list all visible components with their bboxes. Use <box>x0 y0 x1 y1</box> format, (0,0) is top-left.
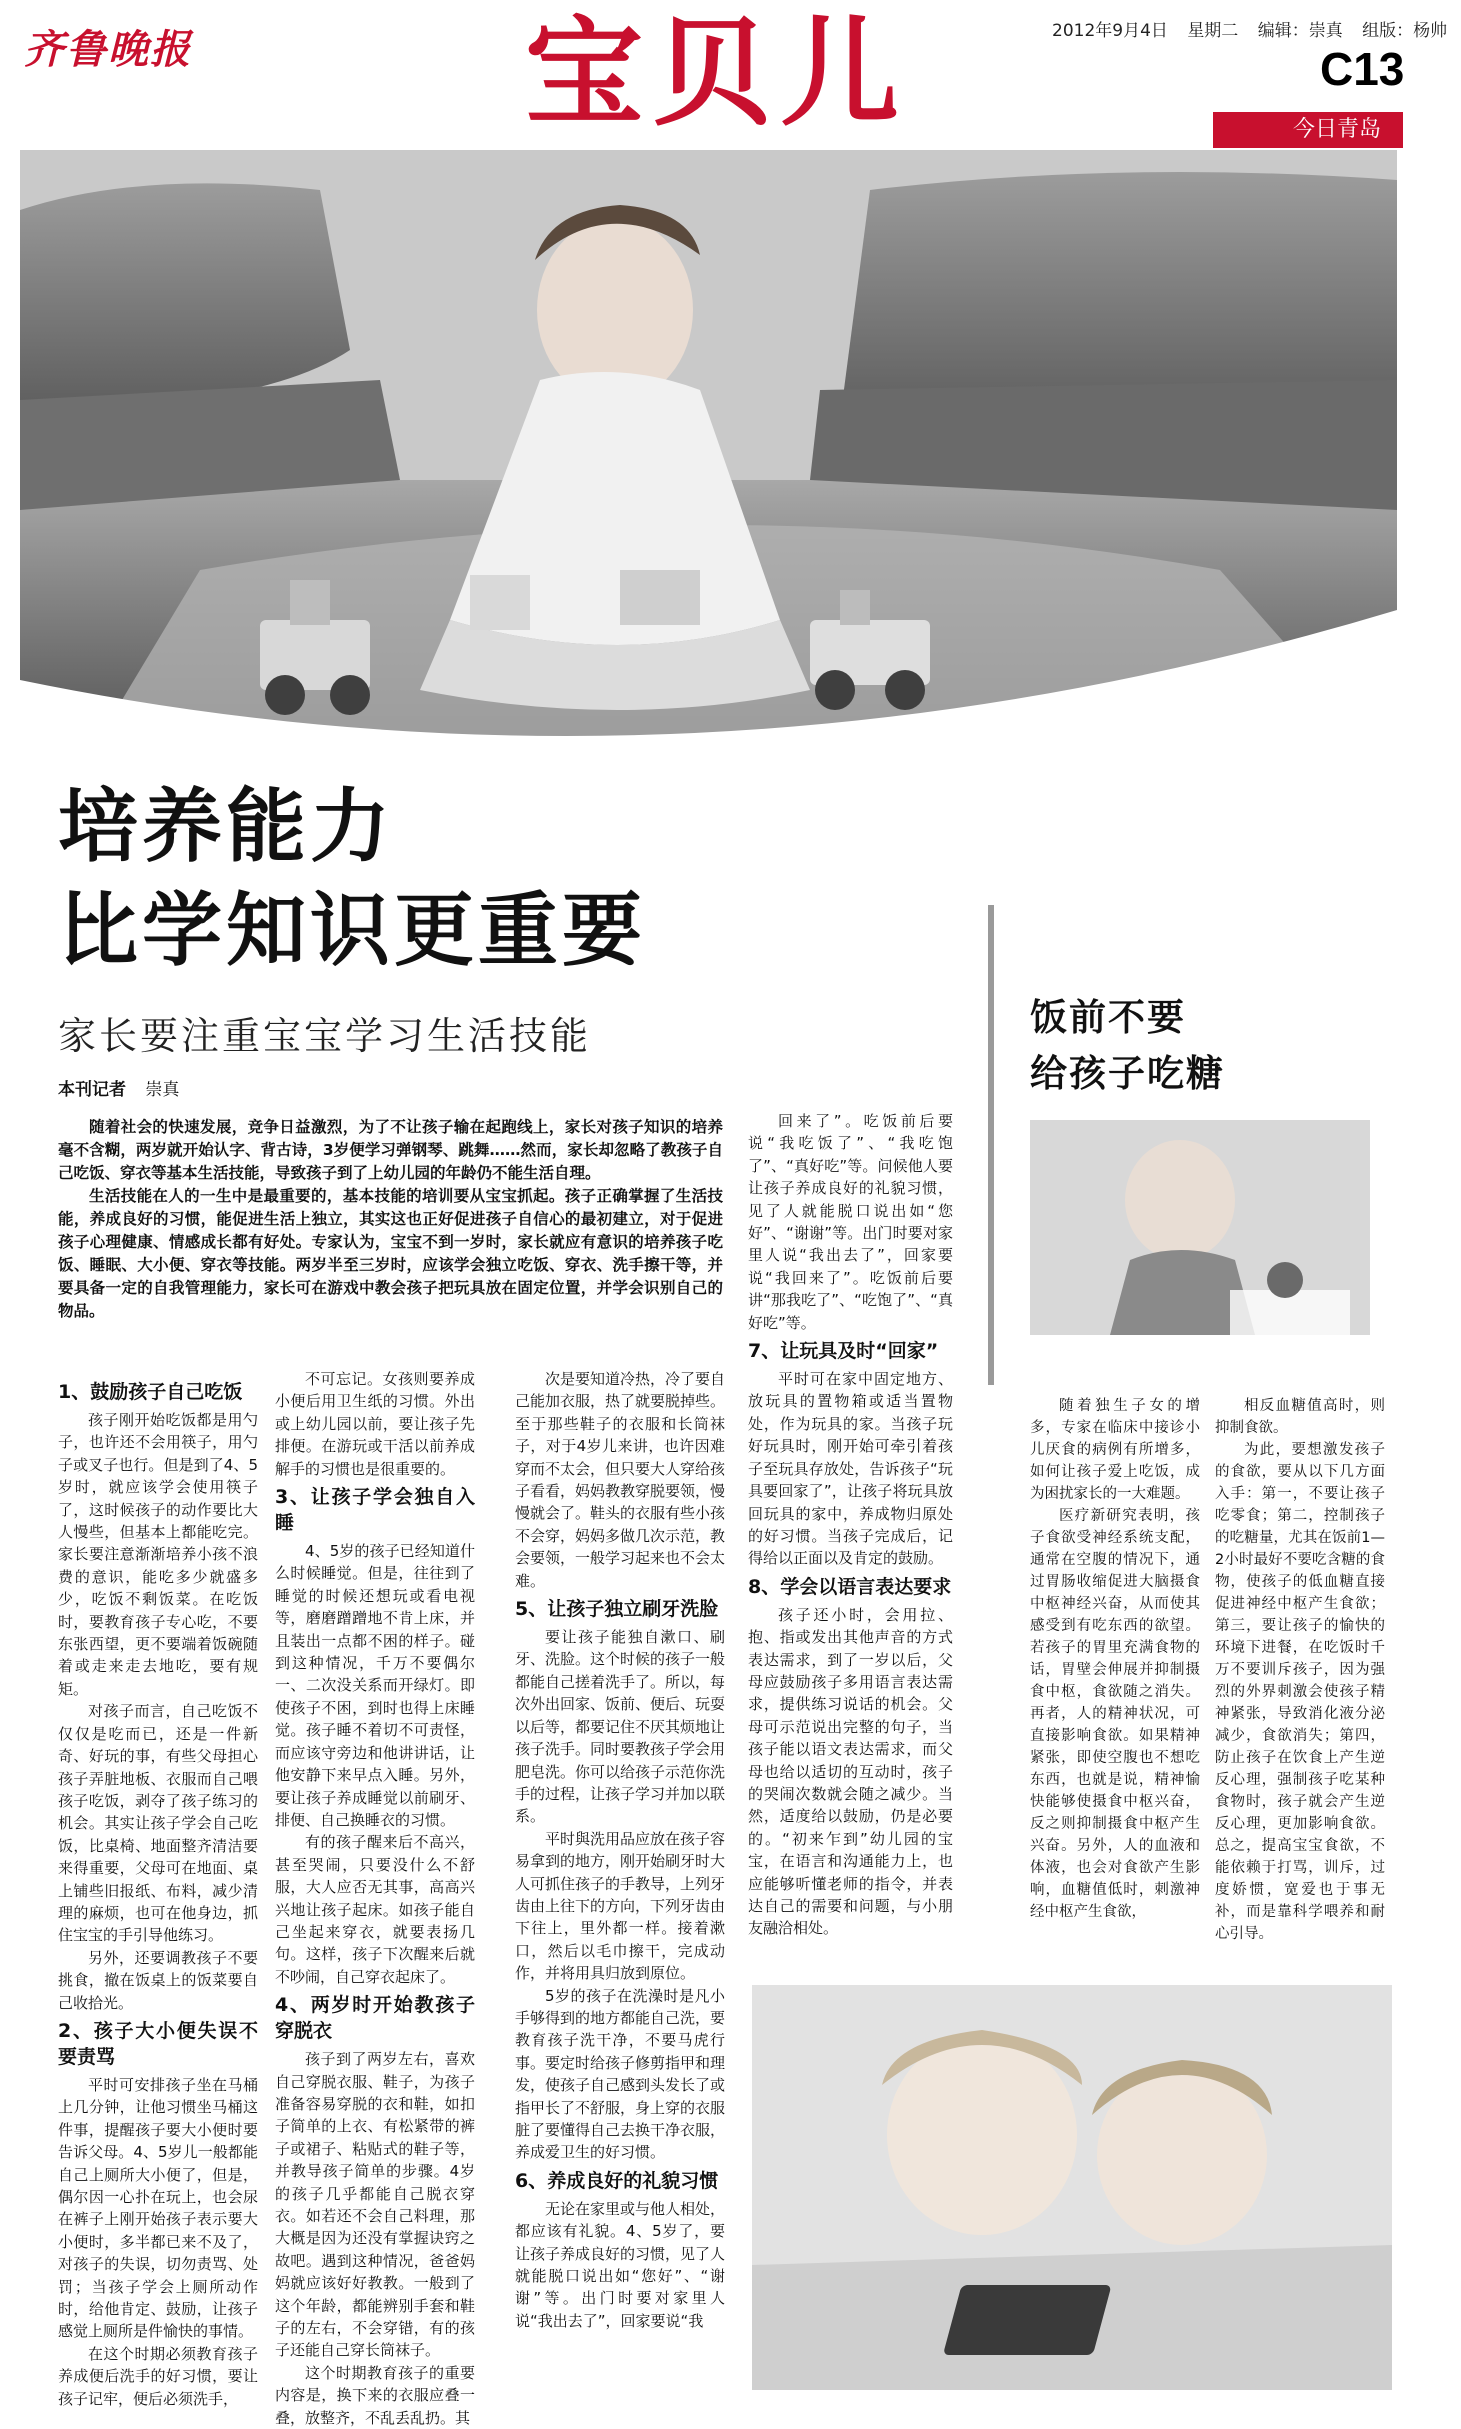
newspaper-logo: 齐鲁晚报 <box>24 26 192 73</box>
issue-info <box>1052 16 1461 41</box>
sidebar-paragraph: 相反血糖值高时，则抑制食欲。 <box>1215 1398 1385 1436</box>
sidebar-title-line-1: 饭前不要 <box>1030 996 1186 1039</box>
sidebar-column-a <box>1030 1395 1200 1923</box>
sidebar-paragraph: 随着独生子女的增多，专家在临床中接诊小儿厌食的病例有所增多，如何让孩子爱上吃饭，成为困扰家长的一大难题。 <box>1030 1398 1200 1502</box>
section-title: 宝贝儿 <box>525 3 910 142</box>
section-heading: 2、孩子大小便失误不要责骂 <box>58 2019 258 2068</box>
section-heading: 1、鼓励孩子自己吃饭 <box>58 1381 243 1403</box>
body-paragraph: 另外，还要调教孩子不要挑食，撤在饭桌上的饭菜要自己收拾光。 <box>58 1948 258 2012</box>
body-paragraph: 次是要知道冷热，冷了要自己能加衣服，热了就要脱掉些。至于那些鞋子的衣服和长筒袜子，对于4岁儿来讲，也许因难穿而不太会，但只要大人穿给孩子看看，妈妈教教穿脱要领，慢慢就会了。鞋头的衣服有些小孩不会穿，妈妈多做几次示范，教会要领，一般学习起来也不会太难。 <box>515 1370 726 1590</box>
byline-name: 崇真 <box>145 1080 180 1100</box>
sidebar-paragraph: 为此，要想激发孩子的食欲，要从以下几方面入手：第一，不要让孩子吃零食；第二，控制孩子的吃糖量，尤其在饭前1—2小时最好不要吃含糖的食物，使孩子的低血糖直接促进神经中枢产生食欲；第三，要让孩子的愉快的环境下进餐，在吃饭时千万不要训斥孩子，因为强烈的外界刺激会使孩子精神紧张，导致消化液分泌减少，食欲消失；第四，防止孩子在饮食上产生逆反心理，强制孩子吃某种食物时，孩子就会产生逆反心理，更加影响食欲。总之，提高宝宝食欲，不能依赖于打骂，训斥，过度娇惯，宽爱也于事无补，而是靠科学喂养和耐心引导。 <box>1215 1442 1385 1942</box>
article-column-1 <box>58 1375 258 2410</box>
article-column-3 <box>515 1368 725 2332</box>
issue-weekday: 星期二 <box>1187 21 1239 41</box>
body-paragraph: 无论在家里或与他人相处，都应该有礼貌。4、5岁了，要让孩子养成良好的习惯，见了人就能脱口说出如“您好”、“谢谢”等。出门时要对家里人说“我出去了”，回家要说“我 <box>515 2199 726 2330</box>
article-column-2 <box>275 1368 475 2429</box>
children-with-tablet-illustration <box>752 1985 1392 2390</box>
body-paragraph: 平时可安排孩子坐在马桶上几分钟，让他习惯坐马桶这件事，提醒孩子要大小便时要告诉父母。4、5岁儿一般都能自己上厕所大小便了，但是，偶尔因一心扑在玩上，也会尿在裤子上刚开始孩子表示要大小便时，多半都已来不及了，对孩子的失误，切勿责骂、处罚；当孩子学会上厕所动作时，给他肯定、鼓励，让孩子感觉上厕所是件愉快的事情。 <box>58 2075 258 2341</box>
body-paragraph: 对孩子而言，自己吃饭不仅仅是吃而已，还是一件新奇、好玩的事，有些父母担心孩子弄脏地板、衣服而自己喂孩子吃饭，剥夺了孩子练习的机会。其实让孩子学会自己吃饭，比桌椅、地面整齐清洁要来得重要，父母可在地面、桌上铺些旧报纸、布料，减少清理的麻烦，也可在他身边，抓住宝宝的手引导他练习。 <box>58 1702 258 1945</box>
sidebar-title-line-2: 给孩子吃糖 <box>1030 1052 1225 1095</box>
byline <box>58 1075 179 1100</box>
body-paragraph: 不可忘记。女孩则要养成小便后用卫生纸的习惯。外出或上幼儿园以前，要让孩子先排便。在游玩或干活以前养成解手的习惯也是很重要的。 <box>275 1370 475 1478</box>
body-paragraph: 回来了”。吃饭前后要说“我吃饭了”、“我吃饱了”、“真好吃”等。问候他人要让孩子养成良好的礼貌习惯，见了人就能脱口说出如“您好”、“谢谢”等。出门时要对家里人说“我出去了”，回家要说“我回来了”。吃饭前后要讲“那我吃了”、“吃饱了”、“真好吃”等。 <box>748 1112 953 1332</box>
sidebar-accent-bar <box>988 905 994 1385</box>
toddler-eating-illustration <box>1030 1120 1370 1335</box>
section-tag: 今日青岛 <box>1213 112 1403 148</box>
body-paragraph: 孩子刚开始吃饭都是用勺子，也许还不会用筷子，用勺子或叉子也行。但是到了4、5岁时，就应该学会使用筷子了，这时候孩子的动作要比大人慢些，但基本上都能吃完。家长要注意渐渐培养小孩不浪费的意识，能吃多少就盛多少，吃饭不剩饭菜。在吃饭时，要教育孩子专心吃，不要东张西望，更不要端着饭碗随着或走来走去地吃，要有规矩。 <box>58 1411 258 1698</box>
editor-credit: 编辑：崇真 <box>1257 21 1343 41</box>
sidebar-photo <box>1030 1120 1370 1335</box>
lead-paragraphs <box>58 1116 723 1323</box>
body-paragraph: 4、5岁的孩子已经知道什么时候睡觉。但是，往往到了睡觉的时候还想玩或看电视等，磨磨蹭蹭地不肯上床，并且装出一点都不困的样子。碰到这种情况，千万不要偶尔一、二次没关系而开绿灯。即使孩子不困，到时也得上床睡觉。孩子睡不着切不可责怪，而应该守旁边和他讲讲话，让他安静下来早点入睡。另外，要让孩子养成睡觉以前刷牙、排便、自己换睡衣的习惯。 <box>275 1542 475 1829</box>
section-heading: 6、养成良好的礼貌习惯 <box>515 2169 719 2192</box>
sidebar-column-b <box>1215 1395 1385 1945</box>
section-heading: 7、让玩具及时“回家” <box>748 1340 939 1363</box>
page-number: C13 <box>1320 43 1405 95</box>
subheadline: 家长要注重宝宝学习生活技能 <box>58 1014 592 1058</box>
headline-line-2: 比学知识更重要 <box>58 884 646 977</box>
headline-line-1: 培养能力 <box>58 780 394 873</box>
body-paragraph: 有的孩子醒来后不高兴，甚至哭闹，只要没什么不舒服，大人应否无其事，高高兴兴地让孩子起床。如孩子能自己坐起来穿衣，就要表扬几句。这样，孩子下次醒来后就不吵闹，自己穿衣起床了。 <box>275 1833 475 1986</box>
section-heading: 8、学会以语言表达要求 <box>748 1575 952 1598</box>
body-paragraph: 孩子到了两岁左右，喜欢自己穿脱衣服、鞋子，为孩子准备容易穿脱的衣和鞋，如扣子简单的上衣、有松紧带的裤子或裙子、粘贴式的鞋子等，并教导孩子简单的步骤。4岁的孩子几乎都能自己脱衣穿衣。如若还不会自己料理，那大概是因为还没有掌握诀窍之故吧。遇到这种情况，爸爸妈妈就应该好好教教。一般到了这个年龄，都能辨别手套和鞋子的左右，不会穿错，有的孩子还能自己穿长筒袜子。 <box>275 2050 475 2360</box>
section-heading: 4、两岁时开始教孩子穿脱衣 <box>275 1994 475 2043</box>
main-headline <box>58 775 646 983</box>
body-paragraph: 孩子还小时，会用拉、抱、指或发出其他声音的方式表达需求，到了一岁以后，父母应鼓励孩子多用语言表达需求，提供练习说话的机会。父母可示范说出完整的句子，当孩子能以语文表达需求，而父母也给以适切的互动时，孩子的哭闹次数就会随之减少。当然，适度给以鼓励，仍是必要的。“初来乍到”幼儿园的宝宝，在语言和沟通能力上，也应能够听懂老师的指令，并表达自己的需要和问题，与小朋友融洽相处。 <box>748 1605 953 1938</box>
body-paragraph: 平时可在家中固定地方、放玩具的置物箱或适当置物处，作为玩具的家。当孩子玩好玩具时，刚开始可牵引着孩子至玩具存放处，告诉孩子“玩具要回家了”，让孩子将玩具放回玩具的家中，养成物归原处的好习惯。当孩子完成后，记得给以正面以及肯定的鼓励。 <box>748 1370 953 1568</box>
body-paragraph: 5岁的孩子在洗澡时是凡小手够得到的地方都能自己洗，要教育孩子洗干净，不要马虎行事。要定时给孩子修剪指甲和理发，使孩子自己感到头发长了或指甲长了不舒服，身上穿的衣服脏了要懂得自己去换干净衣服，养成爱卫生的好习惯。 <box>515 1986 726 2162</box>
sidebar-paragraph: 医疗新研究表明，孩子食欲受神经系统支配，通常在空腹的情况下，通过胃肠收缩促进大脑摄食中枢神经兴奋，从而使其感受到有吃东西的欲望。若孩子的胃里充满食物的话，胃壁会伸展并抑制摄食中枢，食欲随之消失。再者，人的精神状况，可直接影响食欲。如果精神紧张，即使空腹也不想吃东西，也就是说，精神愉快能够使摄食中枢兴奋，反之则抑制摄食中枢产生兴奋。另外，人的血液和体液，也会对食欲产生影响，血糖值低时，刺激神经中枢产生食欲， <box>1030 1508 1200 1920</box>
body-paragraph: 这个时期教育孩子的重要内容是，换下来的衣服应叠一叠，放整齐，不乱丢乱扔。其 <box>275 2363 475 2427</box>
children-tablet-photo <box>752 1985 1392 2390</box>
issue-date: 2012年9月4日 <box>1052 21 1168 41</box>
layout-credit: 组版：杨帅 <box>1362 21 1448 41</box>
article-column-4 <box>748 1110 953 1940</box>
lead-paragraph: 随着社会的快速发展，竞争日益激烈，为了不让孩子输在起跑线上，家长对孩子知识的培养毫不含糊，两岁就开始认字、背古诗，3岁便学习弹钢琴、跳舞……然而，家长却忽略了教孩子自己吃饭、穿衣等基本生活技能，导致孩子到了上幼儿园的年龄仍不能生活自理。 <box>58 1118 723 1182</box>
lead-paragraph: 生活技能在人的一生中是最重要的，基本技能的培训要从宝宝抓起。孩子正确掌握了生活技能，养成良好的习惯，能促进生活上独立，其实这也正好促进孩子自信心的最初建立，对于促进孩子心理健康、情感成长都有好处。专家认为，宝宝不到一岁时，家长就应有意识的培养孩子吃饭、睡眠、大小便、穿衣等技能。两岁半至三岁时，应该学会独立吃饭、穿衣、洗手擦干等，并要具备一定的自我管理能力，家长可在游戏中教会孩子把玩具放在固定位置，并学会识别自己的物品。 <box>58 1187 723 1320</box>
body-paragraph: 在这个时期必须教育孩子养成便后洗手的好习惯，要让孩子记牢，便后必须洗手， <box>58 2344 258 2408</box>
body-paragraph: 平时與洗用品应放在孩子容易拿到的地方，刚开始刷牙时大人可抓住孩子的手教导，上列牙齿由上往下的方向，下列牙齿由下往上，里外都一样。接着漱口，然后以毛巾擦干，完成动作，并将用具归放到原位。 <box>515 1829 726 1983</box>
sidebar-title <box>1030 990 1225 1102</box>
section-heading: 3、让孩子学会独自入睡 <box>275 1486 475 1535</box>
byline-label: 本刊记者 <box>58 1080 126 1100</box>
body-paragraph: 要让孩子能独自漱口、刷牙、洗脸。这个时候的孩子一般都能自己搓着洗手了。所以，每次外出回家、饭前、便后、玩耍以后等，都要记住不厌其烦地让孩子洗手。同时要教孩子学会用肥皂洗。你可以给孩子示范你洗手的过程，让孩子学习并加以联系。 <box>515 1628 726 1826</box>
section-heading: 5、让孩子独立刷牙洗脸 <box>515 1598 719 1621</box>
